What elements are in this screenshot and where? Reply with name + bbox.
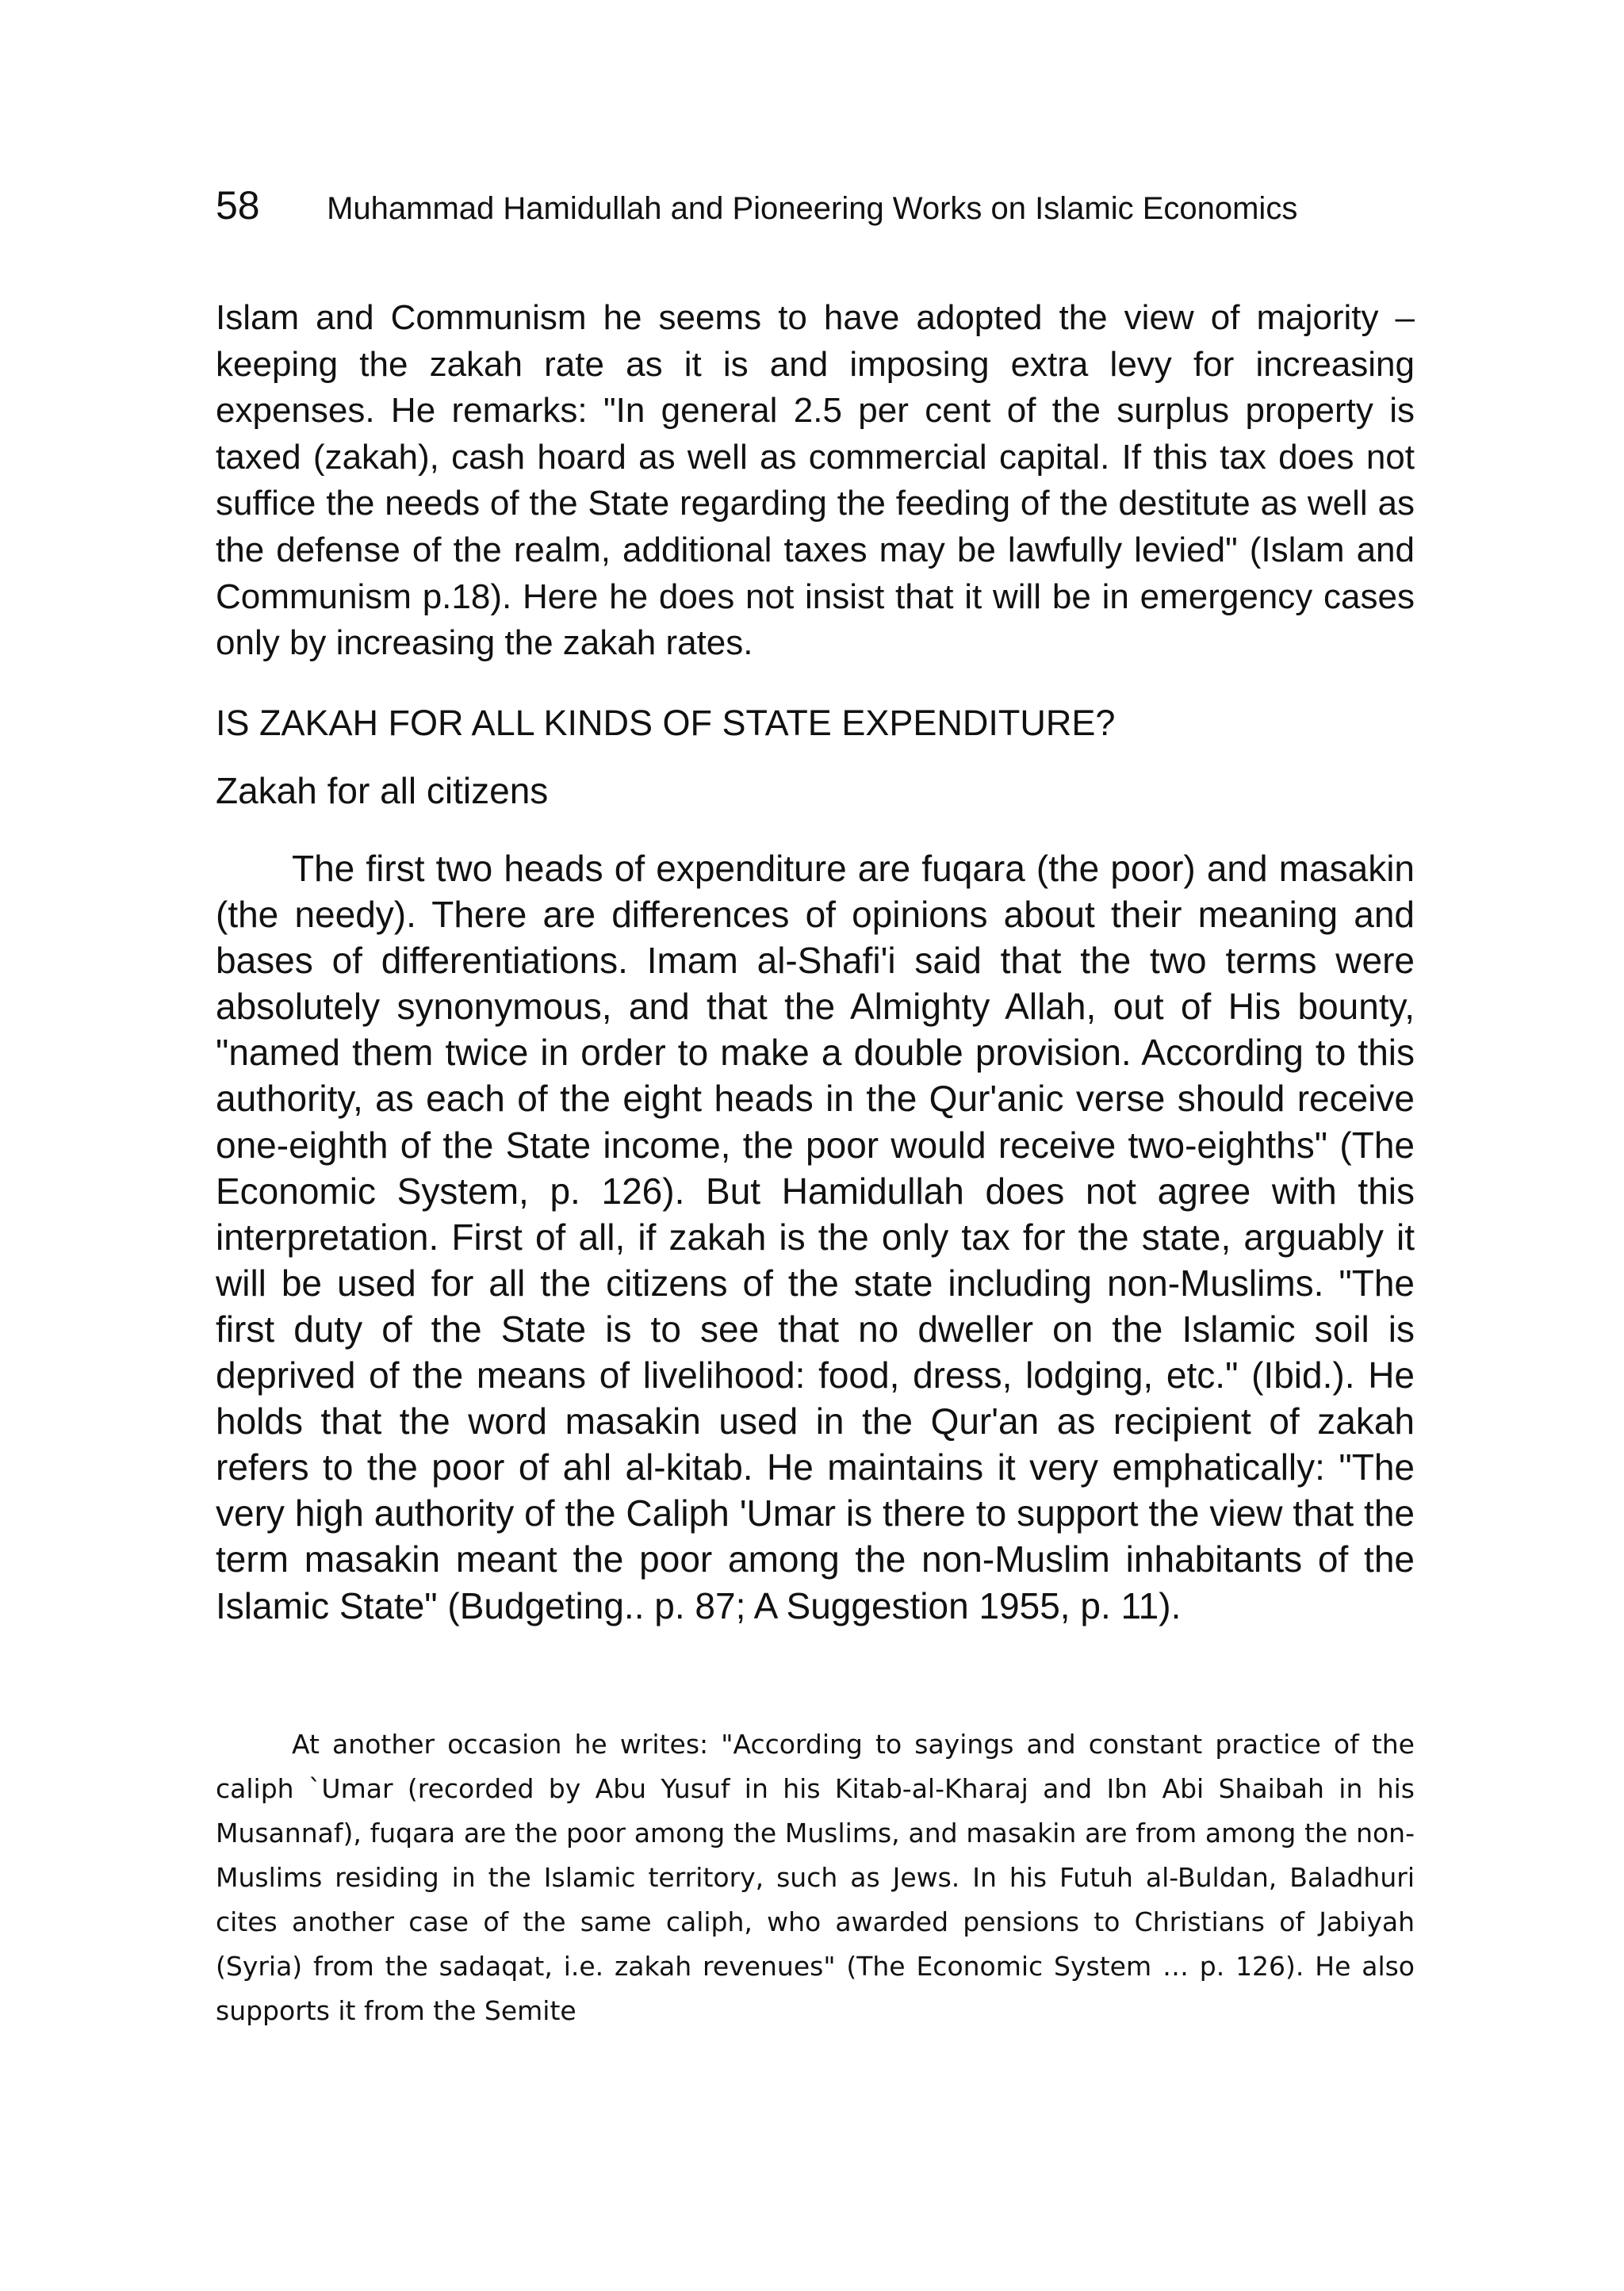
section-heading: IS ZAKAH FOR ALL KINDS OF STATE EXPENDITURE? [216, 703, 1116, 743]
opening-paragraph: Islam and Communism he seems to have adopted the view of majority – keeping the zakah rate as it is and imposing extra levy for increasing expenses. He remarks: "In general 2.5 per cent of the surplus property is taxed (zakah), cash hoard as well as commercial capital. If this tax does not suffice the needs of the State regarding the feeding of the destitute as well as the defense of the realm, additional taxes may be lawfully levied" (Islam and Communism p.18). Here he does not insist that it will be in emergency cases only by increasing the zakah rates. [216, 298, 1415, 663]
quote-paragraph: At another occasion he writes: "According to sayings and constant practice of the caliph `Umar (recorded by Abu Yusuf in his Kitab-al-Kharaj and Ibn Abi Shaibah in his Musannaf), fuqara are the poor among the Muslims, and masakin are from among the non-Muslims residing in the Islamic territory, such as Jews. In his Futuh al-Buldan, Baladhuri cites another case of the same caliph, who awarded pensions to Christians of Jabiyah (Syria) from the sadaqat, i.e. zakah revenues" (The Economic System … p. 126). He also supports it from the Semite [216, 1729, 1415, 2026]
subheading: Zakah for all citizens [216, 770, 549, 811]
main-paragraph: The first two heads of expenditure are fuqara (the poor) and masakin (the needy). There are differences of opinions about their meaning and bases of differentiations. Imam al-Shafi'i said that the two terms were absolutely synonymous, and that the Almighty Allah, out of His bounty, "named them twice in order to make a double provision. According to this authority, as each of the eight heads in the Qur'anic verse should receive one-eighth of the State income, the poor would receive two-eighths" (The Economic System, p. 126). But Hamidullah does not agree with this interpretation. First of all, if zakah is the only tax for the state, arguably it will be used for all the citizens of the state including non-Muslims. "The first duty of the State is to see that no dweller on the Islamic soil is deprived of the means of livelihood: food, dress, lodging, etc." (Ibid.). He holds that the word masakin used in the Qur'an as recipient of zakah refers to the poor of ahl al-kitab. He maintains it very emphatically: "The very high authority of the Caliph 'Umar is there to support the view that the term masakin meant the poor among the non-Muslim inhabitants of the Islamic State" (Budgeting.. p. 87; A Suggestion 1955, p. 11). [216, 848, 1415, 1626]
running-title: Muhammad Hamidullah and Pioneering Works on Islamic Economics [327, 191, 1298, 226]
running-header [216, 182, 1421, 228]
page-number: 58 [216, 183, 260, 228]
